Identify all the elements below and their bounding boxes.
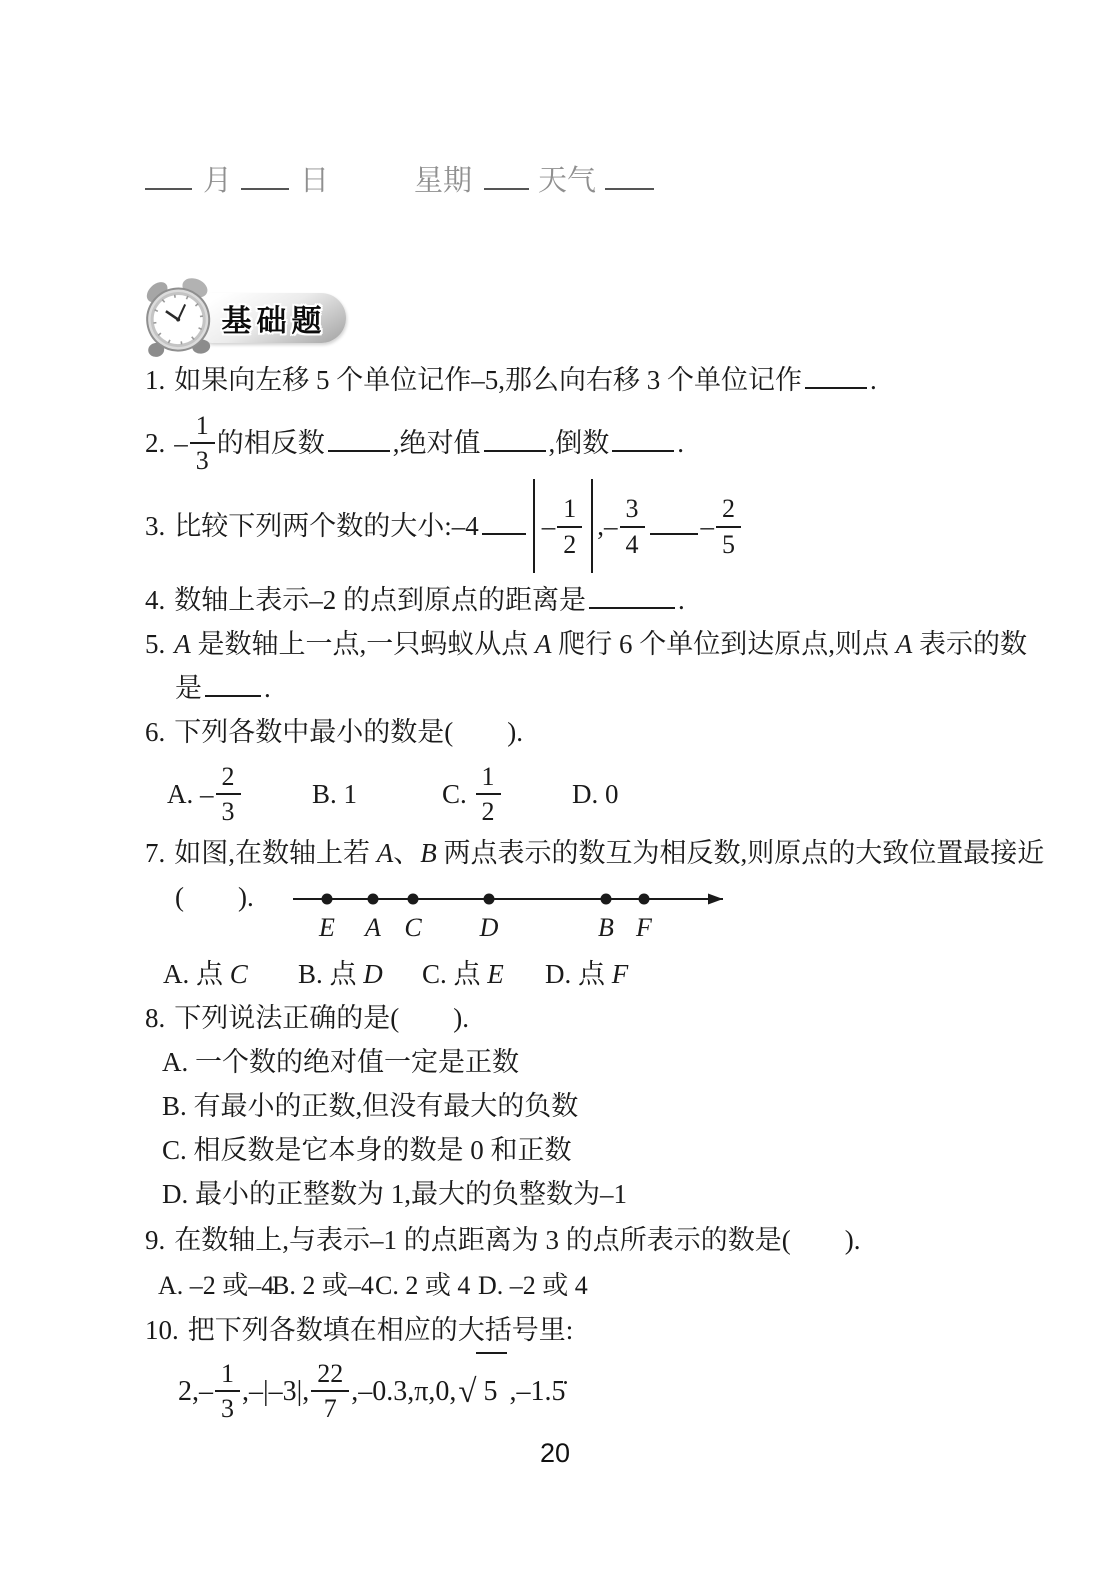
radical-sign: √ bbox=[458, 1373, 477, 1410]
point-label: B bbox=[598, 912, 614, 942]
minus-sign: – bbox=[174, 428, 188, 458]
number-segment: ,–1.5̇ bbox=[509, 1375, 566, 1407]
minus-sign: – bbox=[199, 1375, 213, 1407]
question-8 bbox=[145, 996, 1055, 1040]
option-value: 0 bbox=[605, 778, 619, 809]
denominator: 2 bbox=[481, 797, 495, 827]
question-5-text-2: 爬行 6 个单位到达原点,则点 bbox=[551, 629, 896, 659]
question-5-text-1: 是数轴上一点,一只蚂蚁从点 bbox=[190, 629, 535, 659]
question-2-text-1: 的相反数 bbox=[216, 428, 325, 458]
option-value: 1 bbox=[343, 778, 358, 809]
fraction-3-4 bbox=[620, 493, 645, 558]
question-1 bbox=[145, 358, 1055, 402]
answer-blank bbox=[805, 360, 867, 389]
option-a: A. –2 或–4 bbox=[158, 1270, 275, 1300]
point-letter: F bbox=[611, 958, 629, 989]
option-b bbox=[298, 952, 422, 996]
point-b-italic: B bbox=[420, 837, 437, 868]
numerator: 1 bbox=[190, 410, 215, 444]
question-10-text: 把下列各数填在相应的大括号里: bbox=[187, 1314, 574, 1345]
minus-sign: – bbox=[200, 778, 214, 809]
option-c bbox=[422, 952, 545, 996]
arrowhead-icon bbox=[708, 893, 723, 904]
day-label: 日 bbox=[300, 165, 330, 197]
month-blank bbox=[145, 159, 192, 190]
question-10 bbox=[145, 1308, 1055, 1352]
minus-sign: – bbox=[604, 511, 618, 542]
point-label: E bbox=[319, 912, 335, 942]
question-8-option-a: A. 一个数的绝对值一定是正数 bbox=[162, 1046, 519, 1077]
numerator: 3 bbox=[620, 493, 645, 527]
number-segment: ,–0.3,π,0, bbox=[351, 1375, 457, 1407]
absolute-value-expression bbox=[533, 479, 594, 573]
question-7-text-1: 如图,在数轴上若 bbox=[174, 837, 377, 868]
number-line-figure bbox=[293, 883, 743, 945]
page-number: 20 bbox=[539, 1438, 571, 1468]
fraction-1-3 bbox=[215, 1358, 240, 1423]
option-key: A. bbox=[167, 778, 194, 809]
point-letter: E bbox=[487, 958, 504, 989]
question-9-options bbox=[145, 1262, 1055, 1308]
answer-blank bbox=[328, 423, 390, 452]
point-label: F bbox=[636, 912, 652, 942]
option-c: C. 2 或 4 bbox=[375, 1270, 471, 1300]
fraction-2-5 bbox=[716, 493, 741, 558]
option-key: B. bbox=[298, 958, 323, 989]
question-4-number: 4. bbox=[145, 585, 166, 615]
minus-sign: – bbox=[700, 511, 715, 542]
option-key: A. bbox=[163, 958, 190, 989]
question-7-number: 7. bbox=[145, 837, 166, 868]
numerator: 2 bbox=[716, 493, 741, 527]
section-badge bbox=[138, 274, 358, 358]
option-key: D. bbox=[572, 778, 599, 809]
alarm-clock-icon bbox=[138, 274, 226, 358]
period: . bbox=[677, 428, 684, 458]
answer-blank bbox=[482, 506, 526, 535]
question-10-number-list bbox=[145, 1352, 1055, 1429]
question-5-line-2 bbox=[145, 666, 1055, 710]
option-key: D. bbox=[545, 958, 572, 989]
question-2-number: 2. bbox=[145, 428, 166, 458]
question-list bbox=[145, 358, 1055, 1429]
question-8-option-c: C. 相反数是它本身的数是 0 和正数 bbox=[162, 1134, 572, 1165]
numerator: 1 bbox=[476, 761, 501, 795]
point-a-italic: A bbox=[376, 837, 394, 868]
minus-sign: – bbox=[541, 511, 556, 541]
option-text: 点 bbox=[196, 958, 230, 989]
question-2 bbox=[145, 404, 1055, 482]
number-segment: 2, bbox=[178, 1375, 199, 1407]
denominator: 7 bbox=[323, 1393, 337, 1423]
question-1-text: 如果向左移 5 个单位记作–5,那么向右移 3 个单位记作 bbox=[174, 365, 802, 395]
fraction-2-3 bbox=[216, 761, 241, 826]
question-10-number: 10. bbox=[145, 1314, 179, 1345]
question-5-text-4: 是 bbox=[175, 673, 202, 703]
question-9-number: 9. bbox=[145, 1224, 166, 1255]
point-dot bbox=[322, 893, 333, 904]
period: . bbox=[678, 585, 685, 615]
question-4-text: 数轴上表示–2 的点到原点的距离是 bbox=[174, 585, 586, 615]
question-3-number: 3. bbox=[145, 511, 166, 542]
denominator: 3 bbox=[221, 1393, 234, 1423]
option-b: B. 2 或–4 bbox=[272, 1270, 374, 1300]
point-dot bbox=[408, 893, 419, 904]
option-text: 点 bbox=[578, 958, 612, 989]
option-c bbox=[442, 757, 572, 831]
answer-blank bbox=[612, 423, 674, 452]
week-label: 星期 bbox=[414, 165, 473, 197]
question-6-text: 下列各数中最小的数是( ). bbox=[174, 717, 523, 747]
period: . bbox=[264, 673, 271, 703]
question-8-option-d: D. 最小的正整数为 1,最大的负整数为–1 bbox=[162, 1178, 627, 1209]
badge-label: 基础题 bbox=[221, 305, 327, 338]
question-3-text: 比较下列两个数的大小:–4 bbox=[174, 511, 479, 542]
question-7-figure-row bbox=[145, 875, 1055, 949]
question-9 bbox=[145, 1218, 1055, 1262]
option-d bbox=[545, 952, 628, 996]
numerator: 2 bbox=[216, 761, 241, 795]
enumeration-mark: 、 bbox=[393, 837, 421, 868]
question-9-text: 在数轴上,与表示–1 的点距离为 3 的点所表示的数是( ). bbox=[174, 1224, 861, 1255]
fraction-1-2 bbox=[557, 493, 582, 558]
answer-blank bbox=[205, 668, 261, 697]
question-7 bbox=[145, 831, 1055, 875]
fraction-1-2 bbox=[476, 761, 501, 826]
point-a-italic: A bbox=[535, 629, 552, 659]
question-2-text-2: ,绝对值 bbox=[392, 428, 481, 458]
numerator: 22 bbox=[311, 1358, 349, 1392]
option-d bbox=[572, 757, 619, 831]
option-a bbox=[163, 952, 298, 996]
question-6 bbox=[145, 710, 1055, 754]
question-7-options bbox=[145, 949, 1055, 996]
point-dot bbox=[601, 893, 612, 904]
question-3 bbox=[145, 482, 1055, 576]
question-8-number: 8. bbox=[145, 1002, 166, 1033]
option-key: C. bbox=[442, 778, 467, 809]
number-segment: ,–|–3|, bbox=[242, 1375, 310, 1407]
denominator: 5 bbox=[722, 529, 736, 559]
option-d: D. –2 或 4 bbox=[478, 1270, 588, 1300]
question-8-text: 下列说法正确的是( ). bbox=[174, 1002, 469, 1033]
point-label: C bbox=[404, 912, 422, 942]
point-a-italic: A bbox=[174, 629, 191, 659]
answer-parentheses: ( ). bbox=[175, 881, 254, 912]
point-label: D bbox=[479, 912, 499, 942]
point-a-italic: A bbox=[895, 629, 913, 659]
question-2-text-3: ,倒数 bbox=[548, 428, 610, 458]
radicand: 5 bbox=[476, 1352, 507, 1429]
point-dot bbox=[368, 893, 379, 904]
option-text: 点 bbox=[329, 958, 364, 989]
option-key: C. bbox=[422, 958, 447, 989]
denominator: 4 bbox=[625, 529, 639, 559]
weather-label: 天气 bbox=[538, 165, 597, 197]
point-dot bbox=[484, 893, 495, 904]
numerator: 1 bbox=[557, 493, 582, 527]
square-root-5 bbox=[458, 1352, 507, 1429]
question-8-option-b: B. 有最小的正数,但没有最大的负数 bbox=[162, 1090, 579, 1121]
question-7-text-2: 两点表示的数互为相反数,则原点的大致位置最接近 bbox=[436, 837, 1045, 868]
weather-blank bbox=[605, 159, 654, 190]
option-key: B. bbox=[312, 778, 337, 809]
answer-blank bbox=[484, 423, 546, 452]
question-4 bbox=[145, 578, 1055, 622]
point-label: A bbox=[365, 912, 381, 942]
question-5 bbox=[145, 622, 1055, 666]
day-blank bbox=[241, 159, 289, 190]
option-text: 点 bbox=[453, 958, 488, 989]
denominator: 2 bbox=[563, 529, 577, 559]
answer-blank bbox=[589, 580, 675, 609]
answer-blank bbox=[650, 506, 698, 535]
question-5-number: 5. bbox=[145, 629, 166, 659]
period: . bbox=[870, 365, 877, 395]
question-6-number: 6. bbox=[145, 717, 166, 747]
fraction-1-3 bbox=[190, 410, 215, 475]
question-6-options bbox=[145, 754, 1055, 831]
point-letter: C bbox=[229, 958, 248, 989]
point-dot bbox=[639, 893, 650, 904]
fraction-22-7 bbox=[311, 1358, 349, 1423]
comma: , bbox=[597, 511, 605, 542]
month-label: 月 bbox=[203, 165, 233, 197]
option-b bbox=[312, 757, 442, 831]
option-a bbox=[167, 757, 312, 831]
numerator: 1 bbox=[215, 1358, 240, 1392]
question-1-number: 1. bbox=[145, 365, 166, 395]
denominator: 3 bbox=[195, 446, 209, 476]
week-blank bbox=[484, 159, 529, 190]
date-weather-header bbox=[145, 158, 654, 199]
point-letter: D bbox=[363, 958, 383, 989]
question-5-text-3: 表示的数 bbox=[912, 629, 1027, 659]
denominator: 3 bbox=[221, 797, 235, 827]
